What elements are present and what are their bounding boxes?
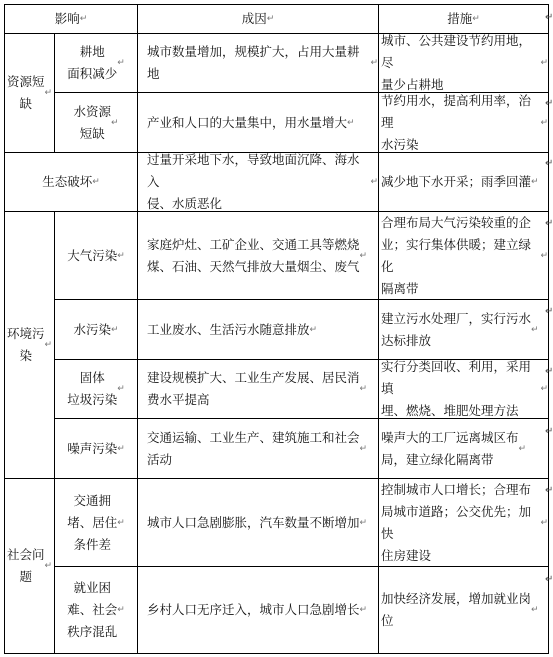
para-mark: ↵ <box>92 177 100 187</box>
measure-cell: 合理布局大气污染较重的企 业；实行集体供暖；建立绿化 隔离带 ↵ <box>381 214 548 296</box>
sub-category: 就业困 难、社会 秩序混乱 ↵ <box>67 580 125 639</box>
row-end-mark: ↵ <box>545 12 553 23</box>
sub-category: 固体 垃圾污染 ↵ <box>67 370 125 407</box>
cause-cell: 城市数量增加，规模扩大，占用大量耕地 ↵ <box>147 44 378 81</box>
para-mark: ↵ <box>44 340 53 350</box>
para-mark: ↵ <box>266 14 275 24</box>
header-cause: 成因 ↵ <box>138 5 378 33</box>
sub-category: 交通拥 堵、居住 条件差 ↵ <box>67 492 125 552</box>
measure-cell: 减少地下水开采；雨季回灌 ↵ <box>381 174 539 189</box>
cause-cell: 过量开采地下水，导致地面沉降、海水入 侵、水质恶化 ↵ <box>147 152 378 211</box>
cause-cell: 家庭炉灶、工矿企业、交通工具等燃烧 煤、石油、天然气排放大量烟尘、废气 ↵ <box>147 236 368 274</box>
row-end-mark: ↵ <box>545 98 553 109</box>
cause-cell: 工业废水、生活污水随意排放 ↵ <box>147 321 318 337</box>
col-divider <box>378 4 379 654</box>
row-end-mark: ↵ <box>545 426 553 437</box>
col-divider <box>137 4 138 654</box>
measure-cell: 加快经济发展，增加就业岗 位 ↵ <box>381 591 539 628</box>
table-border-bottom <box>4 653 549 654</box>
row-end-mark: ↵ <box>545 574 553 585</box>
measure-cell: 节约用水，提高利用率，治理 水污染 ↵ <box>381 92 548 152</box>
para-mark: ↵ <box>44 88 53 98</box>
group-env: 环境污 染 ↵ <box>6 326 53 363</box>
sub-category: 大气污染 ↵ <box>67 247 125 263</box>
row-end-mark: ↵ <box>545 366 553 377</box>
header-measure: 措施 ↵ <box>379 5 548 33</box>
sub-category: 耕地 面积减少 ↵ <box>67 44 125 81</box>
sub-category: 水污染 ↵ <box>73 321 119 337</box>
para-mark: ↵ <box>79 14 88 24</box>
cause-cell: 交通运输、工业生产、建筑施工和社会 活动 ↵ <box>147 429 368 467</box>
measure-cell: 噪声大的工厂远离城区布 局，建立绿化隔离带 ↵ <box>381 429 527 467</box>
measure-cell: 城市、公共建设节约用地，尽 量少占耕地 ↵ <box>381 33 548 92</box>
row-end-mark: ↵ <box>545 218 553 229</box>
cause-cell: 乡村人口无序迁入，城市人口急剧增长 ↵ <box>147 602 368 617</box>
cause-cell: 产业和人口的大量集中，用水量增大 ↵ <box>147 114 355 130</box>
header-influence: 影响 ↵ <box>5 5 137 33</box>
sub-category: 噪声污染 ↵ <box>67 440 125 456</box>
para-mark: ↵ <box>472 14 480 24</box>
row-end-mark: ↵ <box>545 158 553 169</box>
cause-cell: 建设规模扩大、工业生产发展、居民消 费水平提高 ↵ <box>147 370 368 407</box>
group-resource: 资源短 缺 ↵ <box>6 74 53 111</box>
group-social: 社会问 题 ↵ <box>6 547 53 584</box>
measure-cell: 实行分类回收、利用，采用填 埋、燃烧、堆肥处理方法 ↵ <box>381 359 548 418</box>
measure-cell: 控制城市人口增长；合理布 局城市道路；公交优先；加快 住房建设 ↵ <box>381 481 548 563</box>
row-end-mark: ↵ <box>545 485 553 496</box>
para-mark: ↵ <box>44 561 53 571</box>
row-end-mark: ↵ <box>545 306 553 317</box>
sub-category: 水资源 短缺 ↵ <box>73 103 119 141</box>
cause-cell: 城市人口急剧膨胀，汽车数量不断增加 ↵ <box>147 514 368 530</box>
measure-cell: 建立污水处理厂，实行污水 达标排放 ↵ <box>381 310 539 348</box>
group-eco: 生态破坏 ↵ <box>5 153 137 211</box>
